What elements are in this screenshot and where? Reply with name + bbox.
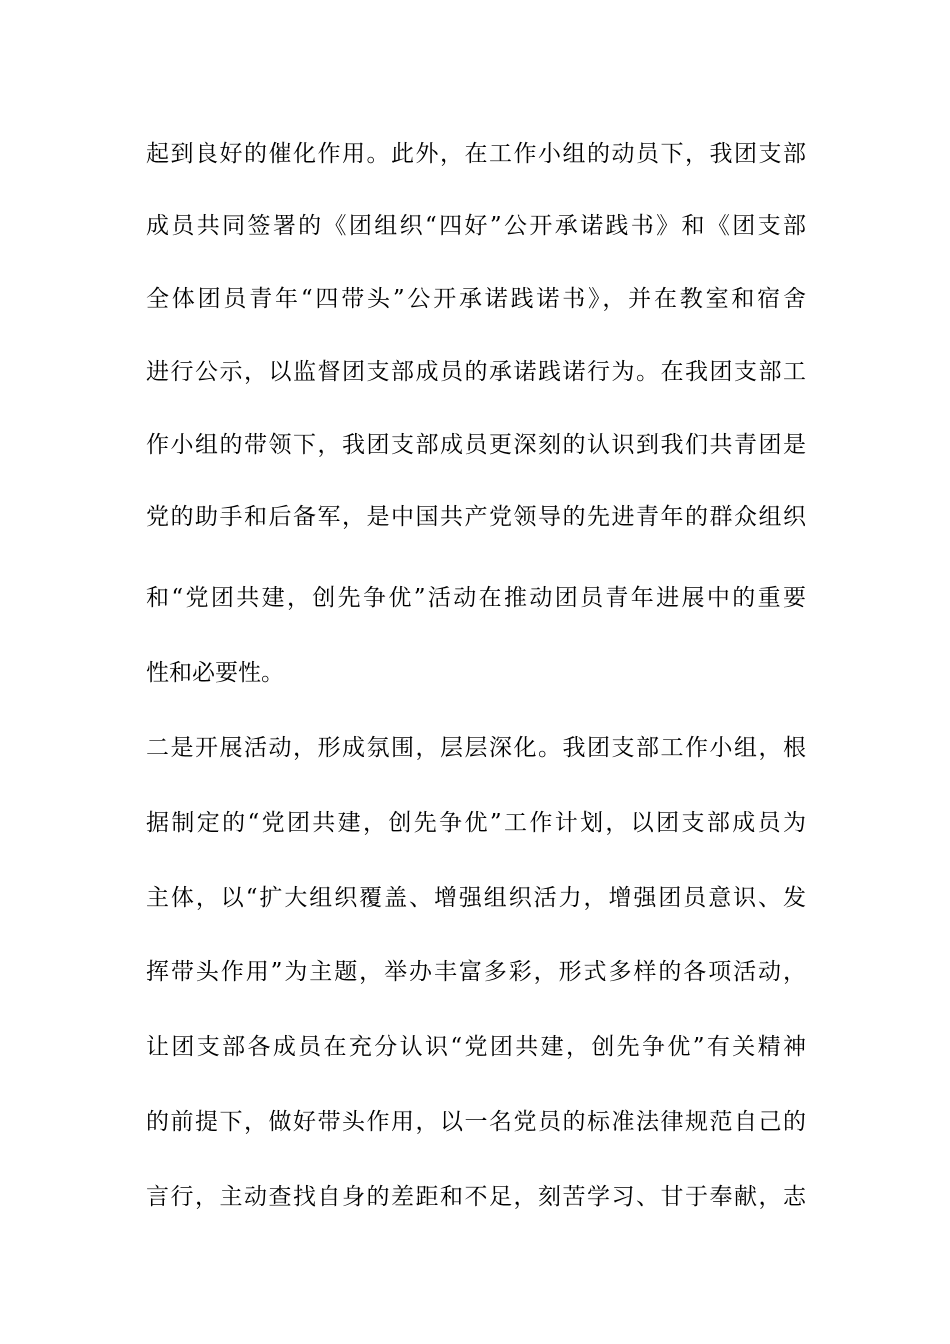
text-line: 据制定的“党团共建，创先争优”工作计划，以团支部成员为 (146, 810, 806, 836)
text-line: 挥带头作用”为主题，举办丰富多彩，形式多样的各项活动， (146, 959, 806, 985)
text-line: 成员共同签署的《团组织“四好”公开承诺践书》和《团支部 (146, 213, 806, 239)
text-line: 二是开展活动，形成氛围，层层深化。我团支部工作小组，根 (146, 735, 806, 761)
text-line: 言行，主动查找自身的差距和不足，刻苦学习、甘于奉献，志 (146, 1184, 806, 1210)
text-line: 和“党团共建，创先争优”活动在推动团员青年进展中的重要 (146, 585, 806, 611)
text-line: 性和必要性。 (146, 660, 284, 686)
text-line: 全体团员青年“四带头”公开承诺践诺书》，并在教室和宿舍 (146, 286, 806, 312)
text-line: 进行公示，以监督团支部成员的承诺践诺行为。在我团支部工 (146, 359, 806, 385)
text-line: 的前提下，做好带头作用，以一名党员的标准法律规范自己的 (146, 1109, 806, 1135)
text-line: 作小组的带领下，我团支部成员更深刻的认识到我们共青团是 (146, 432, 806, 458)
text-line: 让团支部各成员在充分认识“党团共建，创先争优”有关精神 (146, 1034, 806, 1060)
text-line: 党的助手和后备军，是中国共产党领导的先进青年的群众组织 (146, 504, 806, 530)
text-line: 起到良好的催化作用。此外，在工作小组的动员下，我团支部 (146, 141, 806, 167)
text-line: 主体，以“扩大组织覆盖、增强组织活力，增强团员意识、发 (146, 885, 806, 911)
